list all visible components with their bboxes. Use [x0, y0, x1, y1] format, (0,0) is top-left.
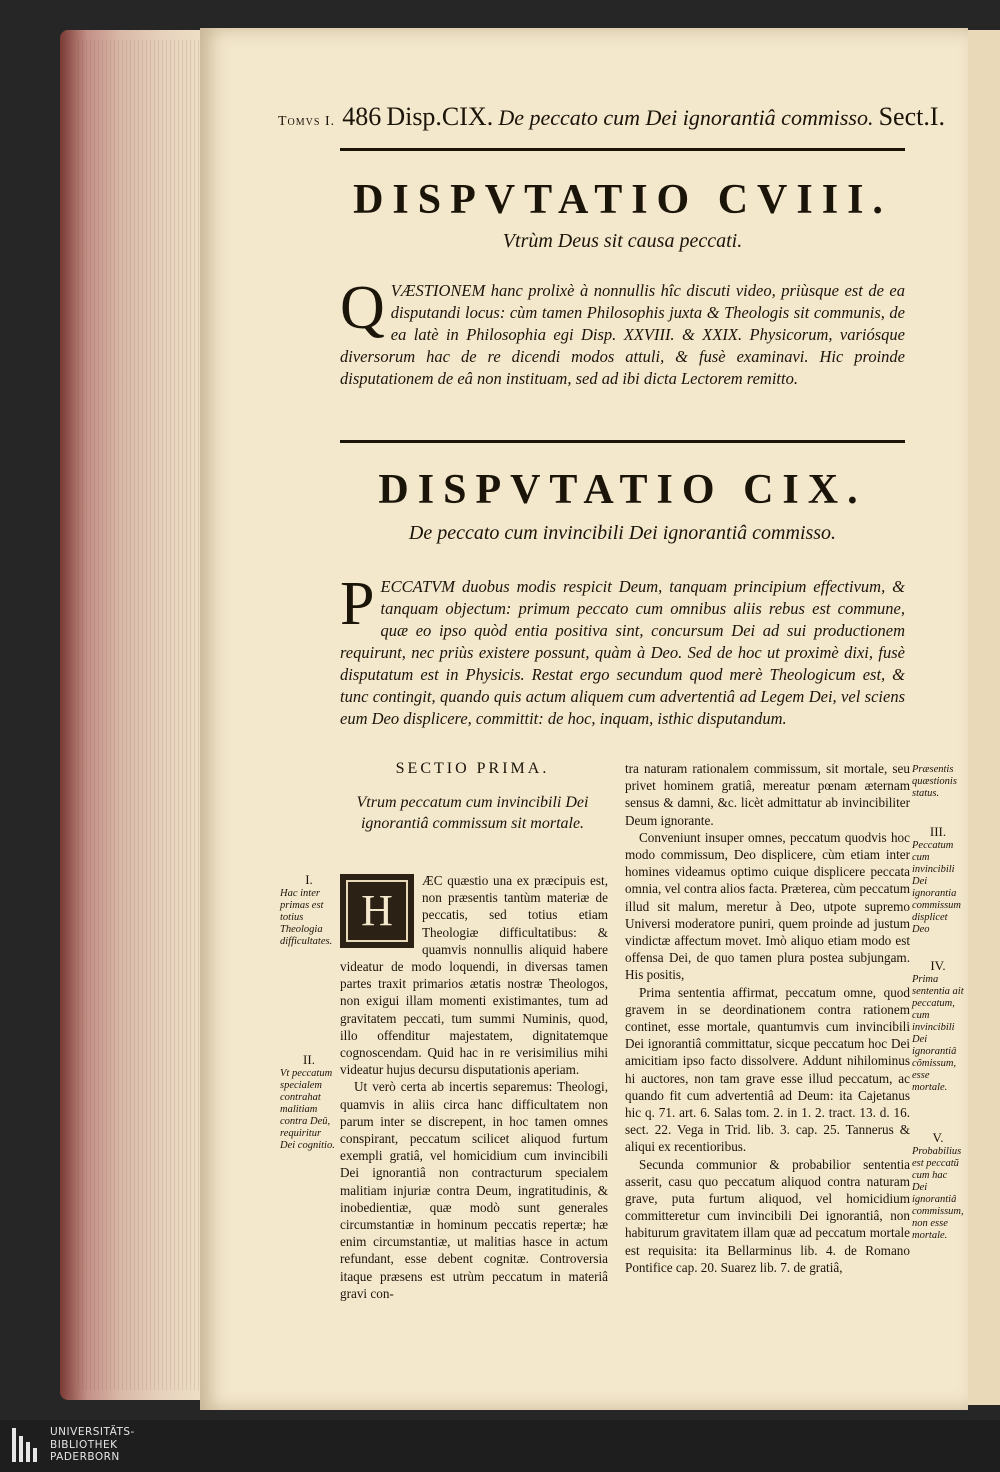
page-number: 486	[342, 102, 382, 131]
rule-top	[340, 148, 905, 151]
library-logo-text	[50, 1426, 135, 1464]
right-paragraph-1: tra naturam rationalem commissum, sit mortale, seu privet hominem gratiâ, mereatur pœnam æternam sensus & damni, &c. licèt admittatur ab invincibiliter Deum ignorante.	[625, 761, 910, 828]
facing-page-edge	[968, 30, 1000, 1405]
margin-note-text: Probabilius est peccatũ cum hac Dei ignorantiâ commissum, non esse mortale.	[912, 1146, 964, 1241]
margin-note-right-3	[912, 960, 964, 1094]
margin-note-left-2	[280, 1054, 338, 1152]
left-paragraph-1: ÆC quæstio una ex præcipuis est, non præsentis tantùm materiæ de peccatis, sed totius etiam Theologiæ difficultatibus: & quamvis nonnullis aliquid habere videatur de modo loquendi, in diversas tamen partes traxit primarios ætatis nostræ Theologos, non exigui illam momenti existimantes, tum ad gravitatem peccati, tum summi Numinis, quod, illo offenditur majestatem, dignitatemque cognoscendam. Quid hac in re verisimilius mihi videatur hujus decursu disputationis aperiam.	[340, 873, 608, 1078]
page-edge-texture	[78, 40, 203, 1390]
disputatio-cix-title: DISPVTATIO CIX.	[378, 467, 867, 513]
margin-note-right-4	[912, 1132, 964, 1242]
library-logo-icon	[12, 1428, 46, 1462]
ornamental-initial-letter: H	[346, 880, 408, 942]
section-heading: SECTIO PRIMA.	[395, 760, 550, 777]
running-head-section: Sect.I.	[878, 102, 945, 131]
margin-note-number: IV.	[930, 958, 946, 973]
margin-note-right-2	[912, 826, 964, 936]
library-logo	[12, 1424, 312, 1468]
disputatio-cviii-subtitle: Vtrùm Deus sit causa peccati.	[502, 230, 743, 252]
disputatio-cviii-body: VÆSTIONEM hanc prolixè à nonnullis hîc discuti video, priùsque est de ea disputandi locus: cùm tamen Philosophis juxta & Theologis sit communis, de ea latè in Philosophia egi Disp. XXVIII. & XXIX. Physicorum, variósque diversorum hac de re dicendi modos attuli, & fusè examinavi. Hic proinde disputationem de eâ non instituam, sed ad ibi dicta Lectorem remitto.	[340, 281, 905, 388]
margin-note-text: Præsentis quæstionis status.	[912, 764, 957, 799]
disputatio-cviii-title: DISPVTATIO CVIII.	[353, 177, 892, 223]
running-head-disputation: Disp.CIX.	[386, 102, 494, 131]
library-logo-line-3: PADERBORN	[50, 1451, 120, 1463]
ornamental-initial	[340, 874, 414, 948]
margin-note-text: Vt peccatum specialem contrahat malitiam contra Deû, requiritur Dei cognitio.	[280, 1068, 335, 1151]
disputatio-cix-body: ECCATVM duobus modis respicit Deum, tanquam principium effectivum, & tanquam objectum: primum peccato cum omnibus aliis rebus est commune, quæ eo ipso quòd entia positiva sint, concursum Dei ad sui productionem requirunt, nec priùs existere possunt, quàm à Deo. Sed de hoc ut proximè dixi, fusè disputatum est in Physicis. Restat ergo secundum quod merè Theologicum est, & tunc contingit, quando quis actum aliquem cum advertentiâ ad Legem Dei, vel sciens eum Deo displicere, committit: de hoc, inquam, isthic disputandum.	[340, 577, 905, 728]
right-paragraph-2: Conveniunt insuper omnes, peccatum quodvis hoc modo commissum, Deo displicere, cùm etiam inter homines videamus optimo cuique displicere peccata omnia, vel contra alios facta. Præterea, cùm peccatum illud sit malum, meretur à Deo, utpote supremo Universi moderatore puniri, quem proinde ad justum vindictæ affectum movet. Imò aliquo etiam modo est offensa Dei, de quo tamen plura postea subjungam. His positis,	[625, 829, 910, 983]
left-column	[340, 872, 608, 1302]
dropcap-p: P	[340, 570, 375, 638]
rule-middle	[340, 440, 905, 443]
margin-note-number: I.	[305, 872, 313, 887]
right-paragraph-4: Secunda communior & probabilior sententia asserit, casu quo peccatum aliquod contra naturam grave, puta furtum aliquod, vel homicidium committeretur cum invincibili Dei ignorantiâ, non habiturum gravitatem illam quæ ad peccatum mortale est requisita: ita Bellarminus lib. 4. de Romano Pontifice cap. 20. Suarez lib. 7. de gratiâ,	[625, 1156, 910, 1275]
library-logo-line-2: BIBLIOTHEK	[50, 1438, 118, 1451]
running-head	[278, 102, 968, 132]
right-column	[625, 760, 910, 1276]
running-head-title: De peccato cum Dei ignorantiâ commisso.	[498, 105, 874, 130]
margin-note-text: Hac inter primas est totius Theologia difficultates.	[280, 888, 333, 947]
right-paragraph-3: Prima sententia affirmat, peccatum omne, quod gravem in se deordinationem contra rationem continet, esse mortale, quantumvis cum invincibili Dei ignorantiâ committatur, sicque peccatum hoc Dei amicitiam ipso facto dissolvere. Addunt nihilominus hi auctores, non tam grave esse illud peccatum, ac quando fit cum advertentiâ ad Deum: ita Cajetanus hic q. 71. art. 6. Salas tom. 2. in 1. 2. tract. 13. d. 16. sect. 22. Vega in Trid. lib. 3. cap. 25. Tannerus & aliqui ex recentioribus.	[625, 984, 910, 1155]
margin-note-number: II.	[303, 1052, 315, 1067]
library-logo-line-1: UNIVERSITÄTS-	[50, 1426, 135, 1438]
left-paragraph-2: Ut verò certa ab incertis separemus: Theologi, quamvis in aliis circa hanc difficultatem non parum inter se discrepent, in hoc tamen omnes conspirant, peccatum scilicet aliquod furtum exempli gratiâ, vel homicidium cum invincibili Dei ignorantiâ non contracturum specialem malitiam injuriæ contra Deum, ingratitudinis, & inobedientiæ, quæ modò sunt generales circumstantiæ in hominum peccatis repertæ; hæ enim circumstantiæ, ut malitias hasce in actum refundant, esse debent cognitæ. Controversia itaque præsens est utrùm peccatum in materiâ gravi con-	[340, 1079, 608, 1301]
margin-note-text: Peccatum cum invincibili Dei ignorantia commissum displicet Deo	[912, 840, 961, 935]
page-content	[200, 28, 968, 1410]
running-head-volume: Tomvs I.	[278, 114, 336, 129]
section-title: Vtrum peccatum cum invincibili Dei ignorantiâ commissum sit mortale.	[356, 794, 589, 832]
margin-note-text: Prima sententia ait peccatum, cum invincibili Dei ignorantiâ cõmissum, esse mortale.	[912, 974, 964, 1093]
dropcap-q: Q	[340, 274, 385, 342]
disputatio-cix-subtitle: De peccato cum invincibili Dei ignorantiâ commisso.	[408, 522, 837, 544]
margin-note-number: III.	[929, 824, 947, 839]
book-page	[200, 28, 968, 1410]
disputatio-cviii-text	[340, 274, 905, 390]
margin-note-number: V.	[932, 1130, 944, 1145]
disputatio-cix-text	[340, 570, 905, 730]
margin-note-right-1	[912, 764, 964, 800]
margin-note-left-1	[280, 874, 338, 948]
